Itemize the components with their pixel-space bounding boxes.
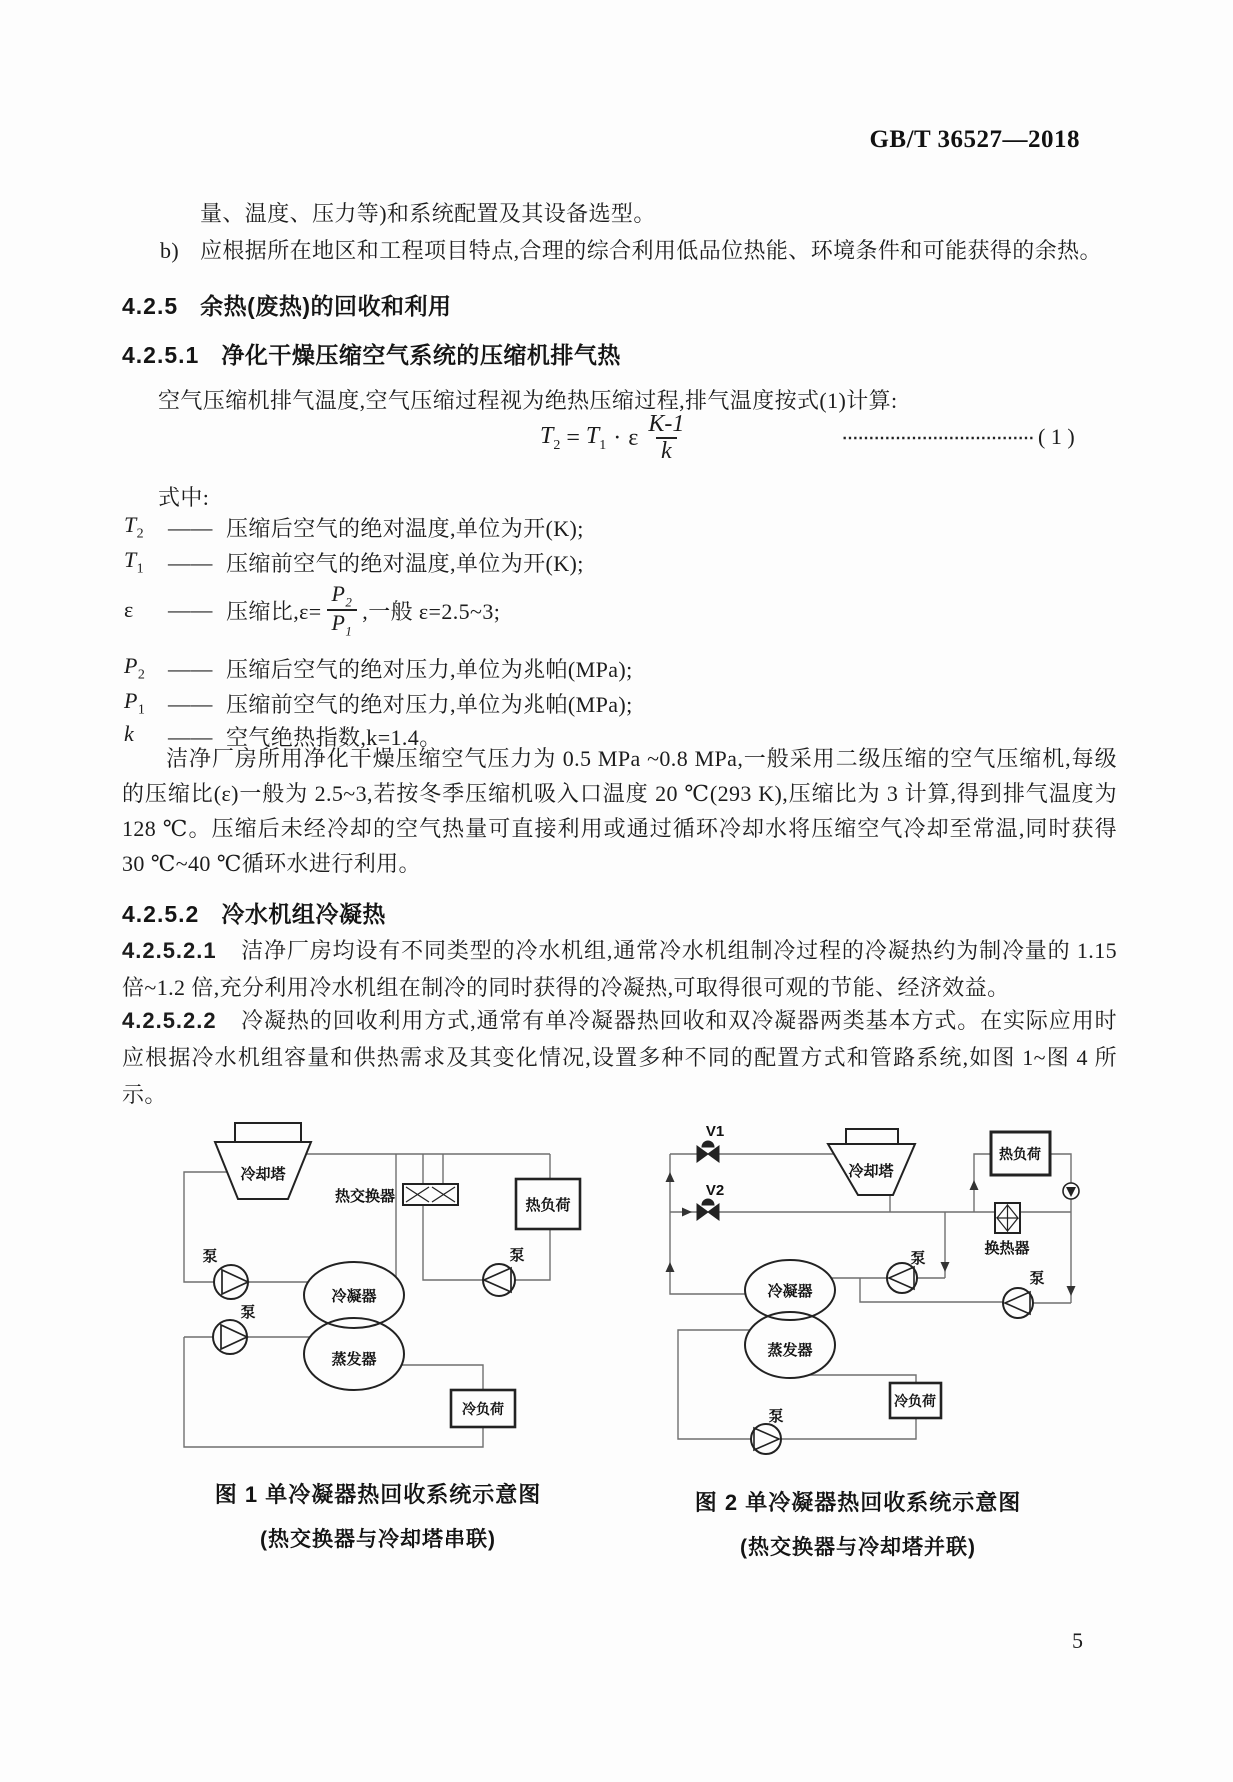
- definition-P2: [124, 653, 1104, 684]
- fig1-pump-tower-label: 泵: [202, 1248, 218, 1265]
- eq-frac-numerator: K-1: [648, 411, 685, 437]
- eq-epsilon: ε: [628, 424, 639, 451]
- list-item-b: [160, 233, 1118, 268]
- figure-1-caption: 图 1 单冷凝器热回收系统示意图: [214, 1482, 542, 1507]
- fig1-heat-exchanger-label: 热交换器: [334, 1188, 396, 1205]
- fig1-pump-chilled-label: 泵: [240, 1304, 256, 1321]
- definition-P1: [124, 688, 1104, 719]
- heading-4-2-5-number: 4.2.5: [122, 293, 179, 319]
- item-a-continuation: 量、温度、压力等)和系统配置及其设备选型。: [200, 201, 656, 226]
- paragraph-4-2-5-2-2-number: 4.2.5.2.2: [122, 1008, 217, 1033]
- fig2-valve-v2: [697, 1199, 719, 1220]
- paragraph-compressed-air: 洁净厂房所用净化干燥压缩空气压力为 0.5 MPa ~0.8 MPa,一般采用二级压缩的空气压缩机,每级的压缩比(ε)一般为 2.5~3,若按冬季压缩机吸入口温度 20 ℃(293 K),压缩比为 3 计算,得到排气温度为 128 ℃。压缩后未经冷却的空气热量可直接利用或通过循环冷却水将压缩空气冷却至常温,同时获得 30 ℃~40 ℃循环水进行利用。: [122, 746, 1117, 876]
- figure-1-diagram: [138, 1092, 598, 1462]
- fig2-evaporator-label: 蒸发器: [767, 1342, 813, 1359]
- fig2-pump-small: [1063, 1183, 1079, 1199]
- def-T2-symbol: $T_2$: [124, 512, 145, 542]
- def-P2-dash: ——: [168, 655, 213, 681]
- heading-4-2-5-1-title: 净化干燥压缩空气系统的压缩机排气热: [221, 342, 621, 368]
- definition-T1: [124, 547, 1104, 578]
- heading-4-2-5-2: [122, 896, 386, 929]
- fig1-heat-load-label: 热负荷: [525, 1197, 571, 1214]
- def-k-text: 空气绝热指数,k=1.4。: [226, 725, 442, 750]
- def-epsilon-fraction: [327, 582, 358, 638]
- figure-2-caption: 图 2 单冷凝器热回收系统示意图: [694, 1490, 1022, 1515]
- item-b-text: 应根据所在地区和工程项目特点,合理的综合利用低品位热能、环境条件和可能获得的余热。: [200, 238, 1102, 263]
- heading-4-2-5-title: 余热(废热)的回收和利用: [200, 293, 452, 319]
- def-T1-dash: ——: [168, 549, 213, 575]
- figure-1-subcaption: (热交换器与冷却塔串联): [260, 1528, 496, 1551]
- equation-number: ( 1 ): [1038, 424, 1075, 449]
- def-P1-symbol: $P_1$: [124, 688, 146, 718]
- fig1-evaporator-label: 蒸发器: [331, 1351, 377, 1368]
- page-number: 5: [1072, 1628, 1083, 1653]
- heading-4-2-5-2-number: 4.2.5.2: [122, 901, 200, 927]
- formula-intro-paragraph: 空气压缩机排气温度,空气压缩过程视为绝热压缩过程,排气温度按式(1)计算:: [158, 388, 898, 413]
- fig1-cooling-tower-label: 冷却塔: [240, 1166, 286, 1183]
- fig2-pump-bottom-label: 泵: [768, 1408, 784, 1425]
- fig2-heat-exchanger: [995, 1203, 1020, 1233]
- definition-T2: [124, 512, 1104, 543]
- fig2-valve-v1-label: V1: [705, 1123, 725, 1140]
- def-epsilon-text-post: ,一般 ε=2.5~3;: [362, 598, 501, 624]
- def-k-symbol: k: [124, 721, 135, 747]
- equation-1: [540, 412, 694, 464]
- def-k-dash: ——: [168, 723, 213, 749]
- def-eps-frac-num: $P_2$: [331, 580, 353, 610]
- eq-frac-denominator: k: [656, 437, 677, 464]
- def-epsilon-dash: ——: [168, 597, 213, 622]
- figure-2-subcaption: (热交换器与冷却塔并联): [740, 1536, 976, 1559]
- item-b-marker: b): [160, 238, 180, 263]
- eq-equals: =: [566, 424, 580, 451]
- def-T1-symbol: $T_1$: [124, 547, 145, 577]
- def-P1-text: 压缩前空气的绝对压力,单位为兆帕(MPa);: [226, 692, 633, 717]
- fig2-pump-center-label: 泵: [910, 1250, 926, 1267]
- fig1-cool-load-label: 冷负荷: [462, 1401, 504, 1417]
- eq-exponent-fraction: [643, 412, 689, 464]
- fig2-cool-load-label: 冷负荷: [894, 1393, 936, 1409]
- fig2-cooling-tower-label: 冷却塔: [848, 1163, 894, 1180]
- figure-2-diagram: [618, 1092, 1178, 1492]
- paragraph-4-2-5-2-1: [122, 932, 1117, 1006]
- fig1-pump-tower: [214, 1265, 248, 1299]
- heading-4-2-5-1: [122, 337, 621, 370]
- def-P2-text: 压缩后空气的绝对压力,单位为兆帕(MPa);: [226, 657, 633, 682]
- fig1-condenser-label: 冷凝器: [331, 1288, 377, 1305]
- eq-rhs-t1: $T_1$: [585, 422, 607, 453]
- fig1-pump-heatload-label: 泵: [509, 1247, 525, 1264]
- paragraph-4-2-5-2-1-text: 洁净厂房均设有不同类型的冷水机组,通常冷水机组制冷过程的冷凝热约为制冷量的 1.15 倍~1.2 倍,充分利用冷水机组在制冷的同时获得的冷凝热,可取得很可观的节能、经济效益。: [122, 938, 1117, 1000]
- def-epsilon-symbol: ε: [124, 597, 134, 622]
- paragraph-4-2-5-2-2-text: 冷凝热的回收利用方式,通常有单冷凝器热回收和双冷凝器两类基本方式。在实际应用时应根据冷水机组容量和供热需求及其变化情况,设置多种不同的配置方式和管路系统,如图 1~图 4 所示。: [122, 1008, 1117, 1107]
- fig2-condenser-label: 冷凝器: [767, 1283, 813, 1300]
- heading-4-2-5-1-number: 4.2.5.1: [122, 342, 200, 368]
- def-P2-symbol: $P_2$: [124, 653, 146, 683]
- def-eps-frac-den: $P_1$: [327, 609, 358, 638]
- def-P1-dash: ——: [168, 690, 213, 716]
- paragraph-4-2-5-2-1-number: 4.2.5.2.1: [122, 938, 217, 963]
- def-epsilon-text-pre: 压缩比,ε=: [226, 598, 322, 624]
- def-T1-text: 压缩前空气的绝对温度,单位为开(K);: [226, 551, 584, 576]
- fig2-pump-right-label: 泵: [1029, 1270, 1045, 1287]
- where-label: 式中:: [158, 485, 210, 510]
- eq-mul-dot: ·: [613, 424, 622, 451]
- fig1-pump-chilled: [213, 1320, 247, 1354]
- fig2-cooling-tower: [828, 1129, 915, 1195]
- def-T2-text: 压缩后空气的绝对温度,单位为开(K);: [226, 516, 584, 541]
- fig1-heat-exchanger: [403, 1184, 458, 1205]
- fig2-heat-load-label: 热负荷: [999, 1146, 1041, 1162]
- fig2-valve-v2-label: V2: [705, 1182, 725, 1199]
- fig2-pump-bottom: [751, 1424, 781, 1454]
- heading-4-2-5-2-title: 冷水机组冷凝热: [221, 901, 386, 927]
- heading-4-2-5: [122, 288, 451, 321]
- standard-number-header: GB/T 36527—2018: [869, 126, 1080, 153]
- fig1-pump-heatload: [483, 1264, 515, 1296]
- fig2-pump-center: [887, 1263, 917, 1293]
- fig2-heat-exchanger-label: 换热器: [984, 1240, 1030, 1257]
- equation-dots-leader: ⋯⋯⋯⋯⋯⋯⋯⋯⋯⋯⋯⋯: [842, 430, 1034, 447]
- fig1-cooling-tower: [215, 1123, 311, 1199]
- fig2-pump-right: [1003, 1288, 1033, 1318]
- eq-lhs: $T_2$: [540, 422, 561, 453]
- fig2-valve-v1: [697, 1141, 719, 1162]
- def-T2-dash: ——: [168, 514, 213, 540]
- definition-epsilon: [124, 577, 1104, 643]
